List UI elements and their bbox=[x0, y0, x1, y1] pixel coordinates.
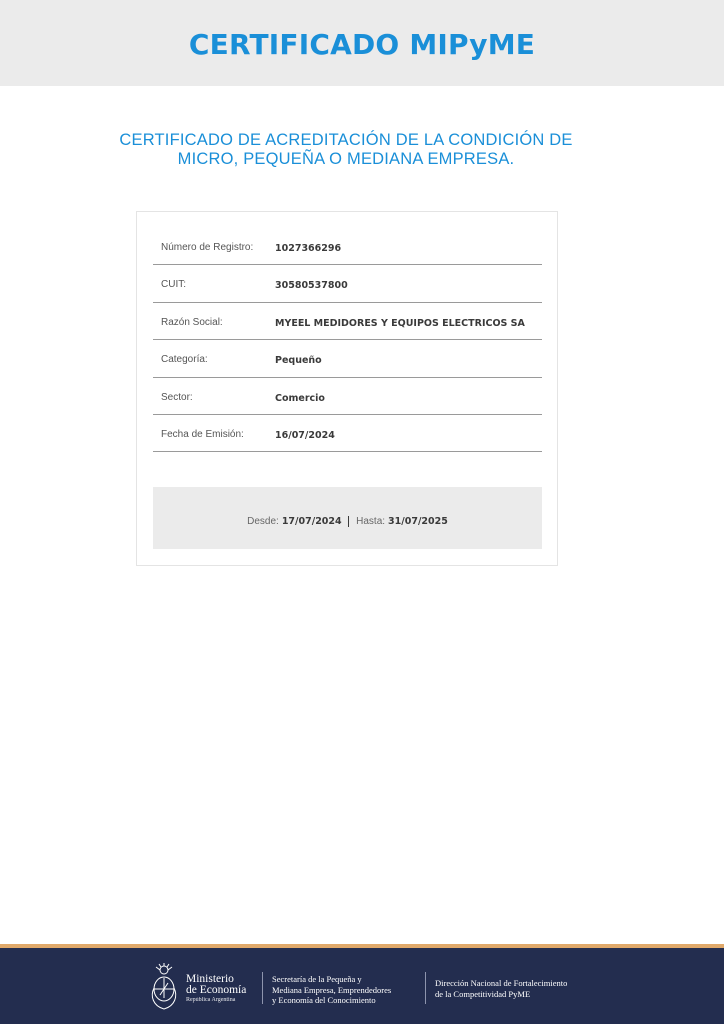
footer-divider bbox=[262, 972, 263, 1004]
field-value: 1027366296 bbox=[275, 243, 342, 254]
ministry-line-3: República Argentina bbox=[186, 997, 236, 1003]
subtitle-line-2: MICRO, PEQUEÑA O MEDIANA EMPRESA. bbox=[177, 150, 515, 168]
field-label: CUIT: bbox=[161, 279, 186, 291]
ministry-line-1: Ministerio bbox=[186, 973, 234, 985]
certificate-subtitle bbox=[100, 131, 592, 169]
field-value: MYEEL MEDIDORES Y EQUIPOS ELECTRICOS SA bbox=[275, 317, 525, 329]
field-row-sector bbox=[153, 378, 542, 415]
secretaria-text bbox=[272, 974, 422, 1006]
page-title: CERTIFICADO MIPyME bbox=[188, 27, 536, 61]
header-band bbox=[0, 0, 724, 86]
field-row-registro bbox=[153, 228, 542, 265]
fields-list bbox=[153, 228, 542, 452]
field-row-razon-social bbox=[153, 303, 542, 340]
field-label: Categoría: bbox=[161, 354, 208, 366]
footer bbox=[0, 948, 724, 1024]
secretaria-line: y Economía del Conocimiento bbox=[272, 995, 376, 1005]
field-value: 16/07/2024 bbox=[275, 429, 335, 441]
validity-separator bbox=[348, 516, 350, 527]
field-label: Sector: bbox=[161, 391, 193, 403]
field-label: Fecha de Emisión: bbox=[161, 428, 244, 440]
field-value: Comercio bbox=[275, 392, 325, 404]
secretaria-line: Mediana Empresa, Emprendedores bbox=[272, 984, 392, 995]
validity-from-value: 17/07/2024 bbox=[281, 515, 342, 527]
ministry-brand bbox=[186, 974, 246, 1004]
subtitle-line-1: CERTIFICADO DE ACREDITACIÓN DE LA CONDICIÓN DE bbox=[119, 131, 573, 149]
footer-divider bbox=[425, 972, 426, 1004]
direccion-text bbox=[435, 978, 605, 999]
field-row-fecha-emision bbox=[153, 415, 542, 452]
field-value: Pequeño bbox=[275, 355, 322, 367]
secretaria-line: Secretaría de la Pequeña y bbox=[272, 974, 362, 984]
field-label: Número de Registro: bbox=[161, 242, 254, 253]
validity-from-label: Desde: bbox=[247, 515, 279, 527]
direccion-line: Dirección Nacional de Fortalecimiento bbox=[435, 978, 568, 988]
field-row-categoria bbox=[153, 340, 542, 377]
national-coat-of-arms-icon bbox=[149, 962, 179, 1012]
validity-to-label: Hasta: bbox=[356, 515, 386, 527]
validity-period bbox=[153, 487, 542, 549]
certificate-card bbox=[136, 211, 558, 566]
ministry-line-2: de Economía bbox=[186, 984, 247, 996]
direccion-line: de la Competitividad PyME bbox=[435, 988, 531, 999]
field-value: 30580537800 bbox=[275, 280, 348, 292]
field-row-cuit bbox=[153, 265, 542, 302]
validity-to-value: 31/07/2025 bbox=[388, 515, 448, 527]
field-label: Razón Social: bbox=[161, 316, 223, 328]
